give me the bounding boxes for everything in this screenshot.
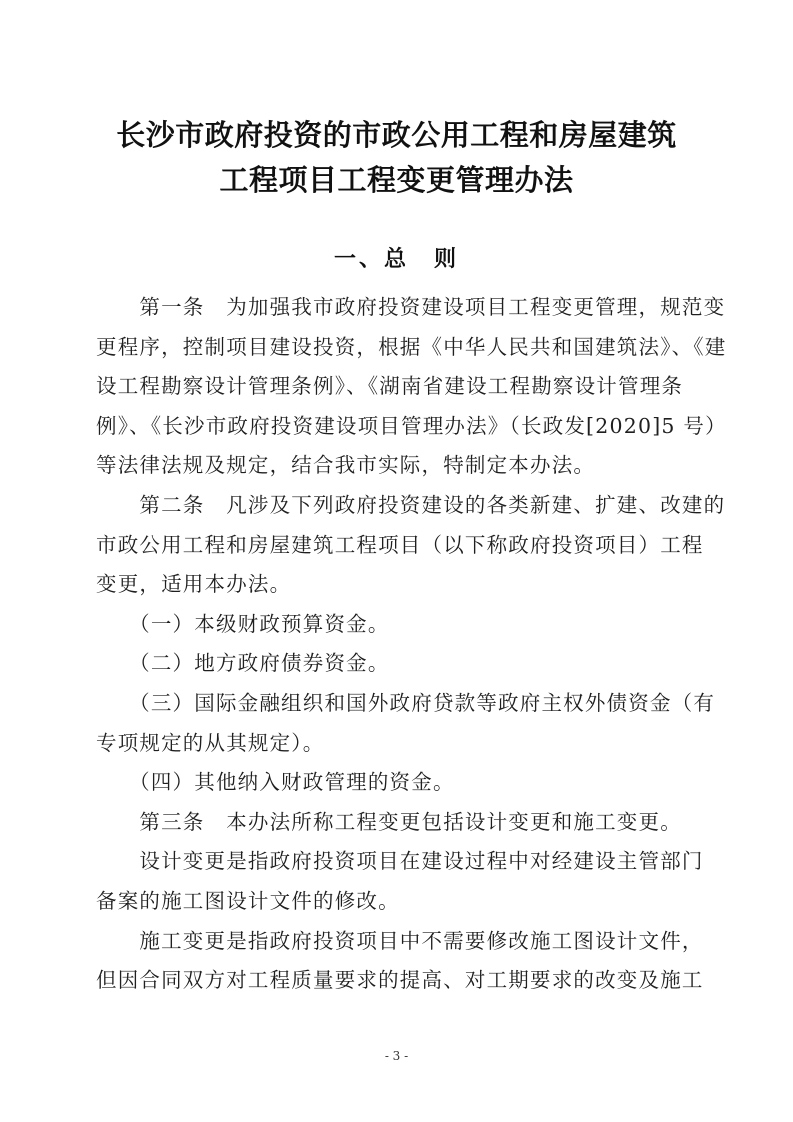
body-line: 备案的施工图设计文件的修改。 bbox=[96, 889, 400, 913]
body-line: （二）地方政府债券资金。 bbox=[96, 651, 390, 676]
body-line: 但因合同双方对工程质量要求的提高、对工期要求的改变及施工 bbox=[96, 968, 704, 993]
body-line: 更程序，控制项目建设投资，根据《中华人民共和国建筑法》、《建 bbox=[96, 334, 727, 359]
body-line: 第三条 本办法所称工程变更包括设计变更和施工变更。 bbox=[96, 809, 682, 834]
body-line: 第二条 凡涉及下列政府投资建设的各类新建、扩建、改建的 bbox=[96, 493, 726, 517]
page-number: - 3 - bbox=[384, 1049, 409, 1063]
section-heading: 一、总 则 bbox=[333, 246, 459, 272]
body-line: （四）其他纳入财政管理的资金。 bbox=[96, 770, 455, 795]
body-line: 变更，适用本办法。 bbox=[96, 572, 292, 597]
body-line: 设工程勘察设计管理条例》、《湖南省建设工程勘察设计管理条 bbox=[96, 374, 684, 399]
body-line: 专项规定的从其规定）。 bbox=[96, 730, 325, 755]
body-line: （三）国际金融组织和国外政府贷款等政府主权外债资金（有 bbox=[96, 691, 716, 715]
body-line: 第一条 为加强我市政府投资建设项目工程变更管理，规范变 bbox=[96, 295, 726, 319]
body-line: 等法律法规及规定，结合我市实际，特制定本办法。 bbox=[96, 453, 596, 478]
document-title-line-2: 工程项目工程变更管理办法 bbox=[219, 163, 574, 197]
document-title-line-1: 长沙市政府投资的市政公用工程和房屋建筑 bbox=[116, 118, 677, 152]
body-line: 例》、《长沙市政府投资建设项目管理办法》（长政发[2020]5 号） bbox=[96, 413, 727, 438]
body-line: 设计变更是指政府投资项目在建设过程中对经建设主管部门 bbox=[96, 849, 704, 874]
body-line: （一）本级财政预算资金。 bbox=[96, 611, 390, 636]
body-line: 市政公用工程和房屋建筑工程项目（以下称政府投资项目）工程 bbox=[96, 532, 704, 557]
body-line: 施工变更是指政府投资项目中不需要修改施工图设计文件， bbox=[96, 928, 704, 953]
